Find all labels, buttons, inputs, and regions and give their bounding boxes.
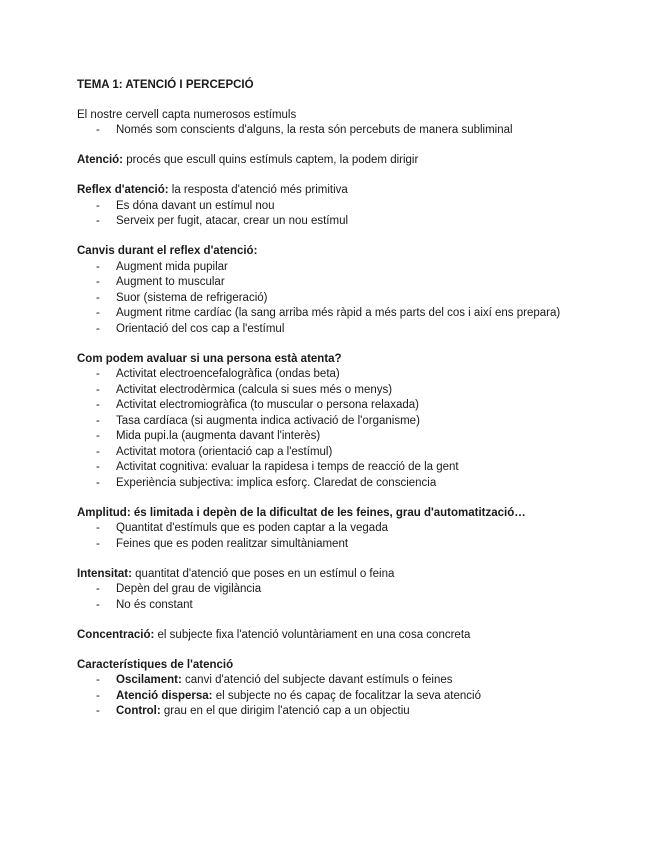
intro-text: El nostre cervell capta numerosos estímuls xyxy=(77,108,297,121)
list-item: - Només som conscients d'alguns, la resta són percebuts de manera subliminal xyxy=(77,123,637,139)
reflex-bullet-list xyxy=(77,199,637,230)
document-page xyxy=(77,78,637,734)
section-intensitat xyxy=(77,567,637,614)
list-item: - Serveix per fugit, atacar, crear un nou estímul xyxy=(77,214,637,230)
section-intro xyxy=(77,108,637,139)
list-item: - Atenció dispersa: el subjecte no és capaç de focalitzar la seva atenció xyxy=(77,689,637,705)
term-label: Atenció: xyxy=(77,154,123,166)
list-item: - Orientació del cos cap a l'estímul xyxy=(77,322,637,338)
canvis-heading: Canvis durant el reflex d'atenció: xyxy=(77,245,258,257)
intensitat-definition: Intensitat: quantitat d'atenció que poses en un estímul o feina xyxy=(77,567,395,580)
canvis-bullet-list xyxy=(77,260,637,338)
intro-bullet-list xyxy=(77,123,637,139)
bullet-dash: - xyxy=(96,276,100,288)
bullet-dash: - xyxy=(96,199,100,212)
bullet-dash: - xyxy=(96,399,100,411)
bullet-dash: - xyxy=(96,598,100,611)
reflex-definition: Reflex d'atenció: la resposta d'atenció més primitiva xyxy=(77,184,348,196)
term-label: Atenció dispersa: xyxy=(116,689,213,702)
list-item: - Augment to muscular xyxy=(77,275,637,291)
bullet-dash: - xyxy=(96,383,100,396)
list-item: - Depèn del grau de vigilància xyxy=(77,582,637,598)
list-item: - Augment mida pupilar xyxy=(77,260,637,276)
section-canvis xyxy=(77,244,637,337)
bullet-dash: - xyxy=(96,414,100,427)
bullet-dash: - xyxy=(96,215,100,227)
section-avaluar xyxy=(77,352,637,492)
section-atencio xyxy=(77,153,637,169)
bullet-dash: - xyxy=(96,476,100,489)
list-item: - No és constant xyxy=(77,598,637,614)
list-item: - Activitat cognitiva: evaluar la rapidesa i temps de reacció de la gent xyxy=(77,460,637,476)
atencio-definition: Atenció: procés que escull quins estímuls captem, la podem dirigir xyxy=(77,154,419,166)
bullet-dash: - xyxy=(96,260,100,273)
term-label: Intensitat: xyxy=(77,567,132,580)
bullet-dash: - xyxy=(96,522,100,534)
list-item: - Activitat electroencefalogràfica (ondas beta) xyxy=(77,367,637,383)
bullet-dash: - xyxy=(96,445,100,458)
list-item: - Feines que es poden realitzar simultàniament xyxy=(77,537,637,553)
bullet-dash: - xyxy=(96,322,100,335)
section-reflex xyxy=(77,183,637,230)
document-title: TEMA 1: ATENCIÓ I PERCEPCIÓ xyxy=(77,79,254,91)
list-item: - Quantitat d'estímuls que es poden captar a la vegada xyxy=(77,521,637,537)
list-item: - Activitat motora (orientació cap a l'estímul) xyxy=(77,445,637,461)
bullet-dash: - xyxy=(96,307,100,319)
section-amplitud xyxy=(77,506,637,553)
list-item: - Tasa cardíaca (si augmenta indica activació de l'organisme) xyxy=(77,414,637,430)
bullet-dash: - xyxy=(96,461,100,473)
avaluar-bullet-list xyxy=(77,367,637,491)
intensitat-bullet-list xyxy=(77,582,637,613)
bullet-dash: - xyxy=(96,705,100,717)
section-concentracio xyxy=(77,628,637,644)
bullet-dash: - xyxy=(96,124,100,136)
avaluar-heading: Com podem avaluar si una persona està atenta? xyxy=(77,352,342,365)
bullet-dash: - xyxy=(96,674,100,686)
list-item: - Activitat electromiogràfica (to muscular o persona relaxada) xyxy=(77,398,637,414)
list-item: - Experiència subjectiva: implica esforç. Claredat de consciencia xyxy=(77,476,637,492)
term-label: Reflex d'atenció: xyxy=(77,184,169,196)
list-item: - Mida pupi.la (augmenta davant l'interès) xyxy=(77,429,637,445)
bullet-dash: - xyxy=(96,430,100,442)
section-caracteristiques xyxy=(77,658,637,720)
list-item: - Control: grau en el que dirigim l'atenció cap a un objectiu xyxy=(77,704,637,720)
bullet-dash: - xyxy=(96,291,100,304)
list-item: - Suor (sistema de refrigeració) xyxy=(77,291,637,307)
bullet-dash: - xyxy=(96,537,100,550)
list-item: - Augment ritme cardíac (la sang arriba més ràpid a més parts del cos i així ens prepara) xyxy=(77,306,637,322)
caracteristiques-heading: Característiques de l'atenció xyxy=(77,658,234,671)
list-item: - Es dóna davant un estímul nou xyxy=(77,199,637,215)
amplitud-heading: Amplitud: és limitada i depèn de la dificultat de les feines, grau d'automatització… xyxy=(77,506,526,519)
bullet-dash: - xyxy=(96,583,100,595)
term-label: Concentració: xyxy=(77,628,155,641)
bullet-dash: - xyxy=(96,368,100,380)
amplitud-bullet-list xyxy=(77,521,637,552)
bullet-dash: - xyxy=(96,689,100,702)
term-label: Control: xyxy=(116,705,161,717)
list-item: - Activitat electrodèrmica (calcula si sues més o menys) xyxy=(77,383,637,399)
concentracio-definition: Concentració: el subjecte fixa l'atenció voluntàriament en una cosa concreta xyxy=(77,628,471,641)
term-label: Oscilament: xyxy=(116,674,182,686)
caracteristiques-bullet-list xyxy=(77,673,637,720)
list-item: - Oscilament: canvi d'atenció del subjecte davant estímuls o feines xyxy=(77,673,637,689)
